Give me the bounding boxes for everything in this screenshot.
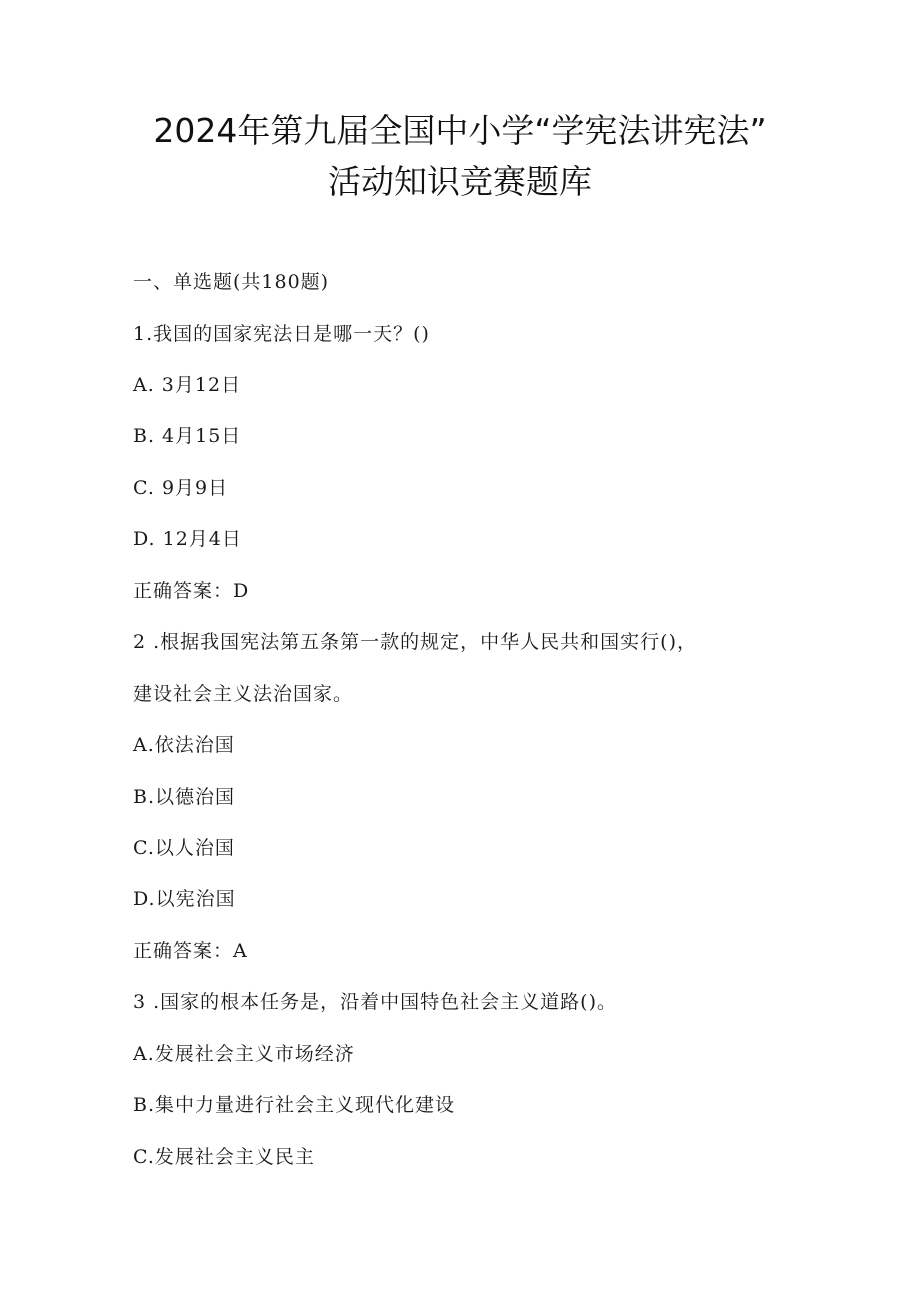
question-1-text: 1.我国的国家宪法日是哪一天？(): [133, 323, 430, 345]
question-2-option-c: C.以人治国: [133, 837, 235, 859]
question-3-text: 3 .国家的根本任务是，沿着中国特色社会主义道路()。: [133, 991, 617, 1013]
question-3-option-a: A.发展社会主义市场经济: [133, 1043, 355, 1065]
question-3-option-b: B.集中力量进行社会主义现代化建设: [133, 1094, 456, 1116]
section-heading: 一、单选题(共180题): [133, 271, 330, 293]
question-2-text-line-2: 建设社会主义法治国家。: [133, 683, 354, 705]
question-2-answer: 正确答案：A: [133, 940, 248, 962]
question-2-option-b: B.以德治国: [133, 786, 236, 808]
question-1-option-d: D. 12月4日: [133, 528, 242, 550]
document-title-line-2: 活动知识竞赛题库: [328, 162, 592, 201]
question-2-option-d: D.以宪治国: [133, 888, 236, 910]
question-1-answer: 正确答案：D: [133, 580, 250, 602]
question-1-option-a: A. 3月12日: [133, 374, 242, 396]
question-2-text-line-1: 2 .根据我国宪法第五条第一款的规定，中华人民共和国实行()，: [133, 631, 697, 653]
question-1-option-c: C. 9月9日: [133, 477, 229, 499]
question-2-option-a: A.依法治国: [133, 734, 235, 756]
document-title-line-1: 2024年第九届全国中小学“学宪法讲宪法”: [153, 111, 767, 150]
question-3-option-c: C.发展社会主义民主: [133, 1146, 315, 1168]
question-1-option-b: B. 4月15日: [133, 425, 242, 447]
